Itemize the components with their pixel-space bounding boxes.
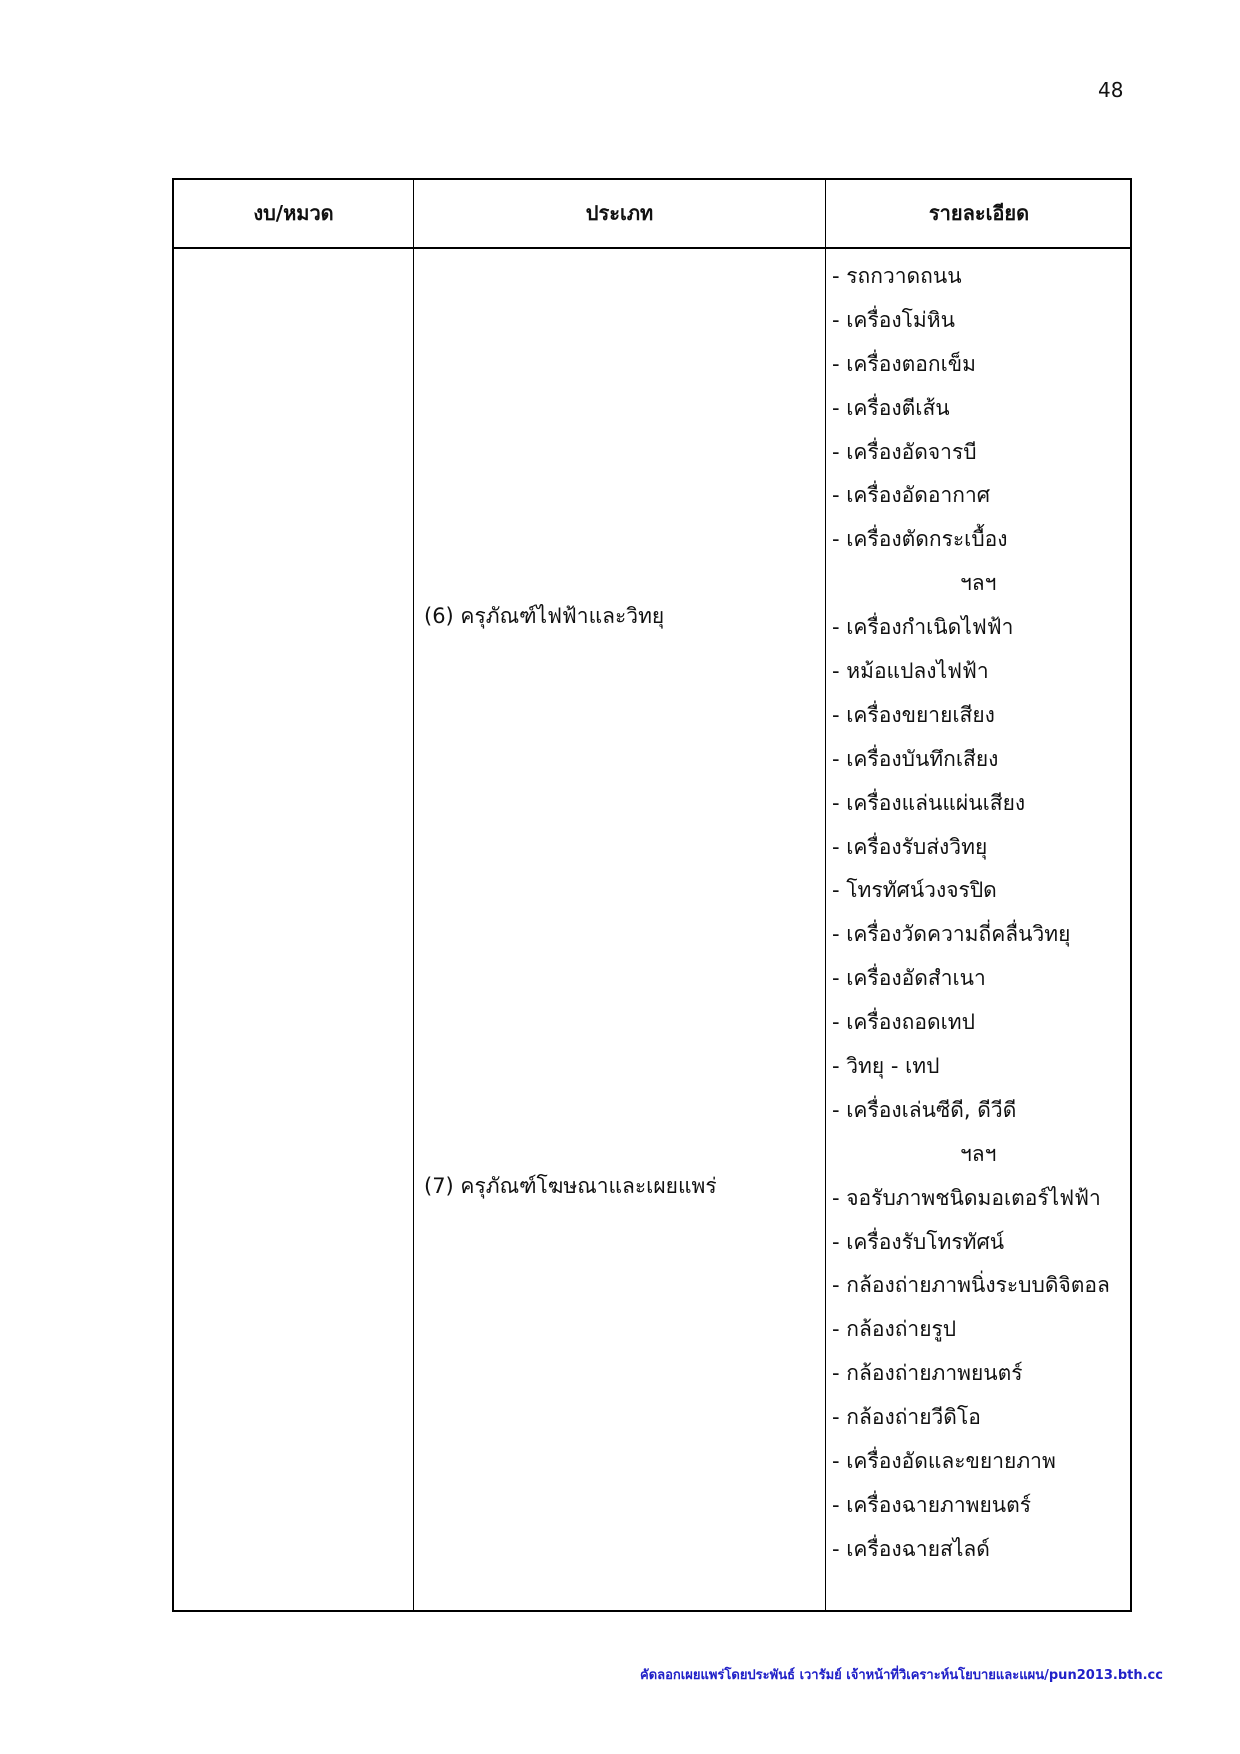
detail-etc: ฯลฯ [960, 1141, 997, 1166]
detail-item: - เครื่องเล่นซีดี, ดีวีดี [832, 1097, 1017, 1122]
detail-item: - เครื่องแล่นแผ่นเสียง [832, 790, 1026, 815]
detail-item: - โทรทัศน์วงจรปิด [832, 878, 997, 903]
details-table [172, 178, 1132, 1612]
detail-item: - กล้องถ่ายวีดิโอ [832, 1405, 981, 1430]
detail-item: - กล้องถ่ายภาพยนตร์ [832, 1361, 1023, 1386]
detail-item: - กล้องถ่ายภาพนิ่งระบบดิจิตอล [832, 1273, 1110, 1298]
header-details: รายละเอียด [928, 201, 1030, 225]
detail-item: - กล้องถ่ายรูป [832, 1317, 957, 1342]
detail-item: - วิทยุ - เทป [832, 1054, 940, 1079]
column-divider [825, 180, 826, 1610]
detail-item: - เครื่องอัดอากาศ [832, 483, 991, 508]
detail-item: - เครื่องถอดเทป [832, 1010, 975, 1035]
detail-item: - เครื่องวัดความถี่คลื่นวิทยุ [832, 922, 1071, 947]
detail-item: - จอรับภาพชนิดมอเตอร์ไฟฟ้า [832, 1185, 1101, 1210]
detail-item: - เครื่องอัดจารบี [832, 439, 977, 464]
detail-item: - เครื่องฉายภาพยนตร์ [832, 1492, 1032, 1517]
detail-item: - เครื่องรับส่งวิทยุ [832, 834, 988, 859]
detail-item: - เครื่องขยายเสียง [832, 702, 995, 727]
detail-item: - เครื่องตอกเข็ม [832, 351, 976, 376]
table-header-row [174, 180, 1130, 249]
type-advertising-publishing: (7) ครุภัณฑ์โฆษณาและเผยแพร่ [424, 1174, 717, 1198]
detail-item: - เครื่องอัดสำเนา [832, 966, 986, 991]
detail-item: - เครื่องตีเส้น [832, 395, 950, 420]
footer-credit: คัดลอกเผยแพร่โดยประพันธ์ เวารัมย์ เจ้าหน้าที่วิเคราะห์นโยบายและแผน/pun2013.bth.cc [640, 1668, 1163, 1683]
header-budget-category: งบ/หมวด [253, 201, 334, 225]
detail-item: - เครื่องตัดกระเบื้อง [832, 527, 1008, 552]
column-divider [413, 180, 414, 1610]
detail-item: - หม้อแปลงไฟฟ้า [832, 659, 989, 684]
page-number: 48 [1098, 78, 1124, 102]
detail-item: - เครื่องอัดและขยายภาพ [832, 1449, 1056, 1474]
details-list [832, 255, 1128, 1572]
type-electrical-radio: (6) ครุภัณฑ์ไฟฟ้าและวิทยุ [424, 604, 665, 628]
detail-etc: ฯลฯ [960, 571, 997, 596]
detail-item: - เครื่องฉายสไลด์ [832, 1536, 990, 1561]
detail-item: - เครื่องกำเนิดไฟฟ้า [832, 615, 1014, 640]
detail-item: - เครื่องรับโทรทัศน์ [832, 1229, 1005, 1254]
detail-item: - เครื่องบันทึกเสียง [832, 746, 999, 771]
detail-item: - เครื่องโม่หิน [832, 307, 955, 332]
header-type: ประเภท [585, 201, 654, 225]
detail-item: - รถกวาดถนน [832, 264, 962, 288]
